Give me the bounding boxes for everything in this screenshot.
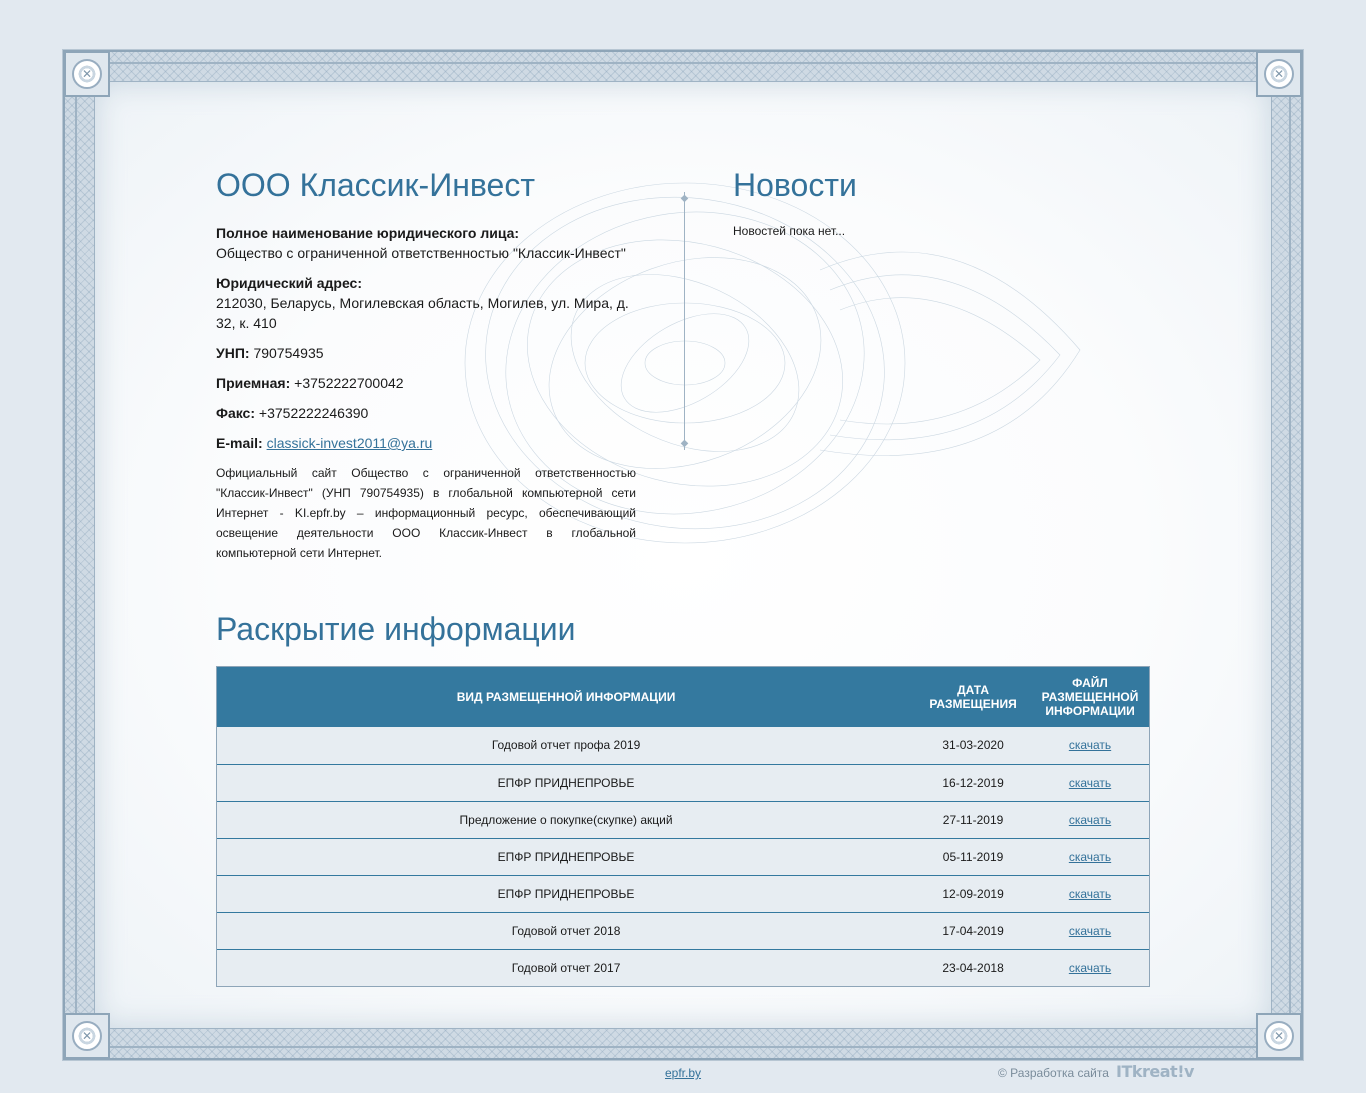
site-description: Официальный сайт Общество с ограниченной ответственностью "Классик-Инвест" (УНП 790754935) в глобальной компьютерной сети Интернет - KI.epfr.by – информационный ресурс, обеспечивающий освещение деятельности ООО Классик-Инвест в глобальной компьютерной сети Интернет. bbox=[216, 466, 636, 560]
table-header-row bbox=[217, 667, 1149, 727]
row-type: Годовой отчет 2018 bbox=[217, 912, 915, 949]
row-date: 16-12-2019 bbox=[915, 764, 1031, 801]
row-file-cell bbox=[1031, 838, 1149, 875]
row-type: Годовой отчет 2017 bbox=[217, 949, 915, 986]
header-file: ФАЙЛ РАЗМЕЩЕННОЙ ИНФОРМАЦИИ bbox=[1031, 667, 1149, 727]
row-type: ЕПФР ПРИДНЕПРОВЬЕ bbox=[217, 764, 915, 801]
email-link[interactable]: classick-invest2011@ya.ru bbox=[266, 435, 433, 451]
download-link[interactable]: скачать bbox=[1068, 812, 1112, 827]
reception-block bbox=[216, 373, 636, 393]
download-link[interactable]: скачать bbox=[1068, 960, 1112, 975]
email-label: E-mail: bbox=[216, 435, 263, 451]
row-date: 23-04-2018 bbox=[915, 949, 1031, 986]
row-type: Годовой отчет профа 2019 bbox=[217, 727, 915, 764]
fax-label: Факс: bbox=[216, 405, 256, 421]
divider-ornament-icon: ◆ bbox=[680, 193, 689, 204]
table-row bbox=[217, 801, 1149, 838]
header-type: ВИД РАЗМЕЩЕННОЙ ИНФОРМАЦИИ bbox=[217, 667, 915, 727]
corner-rosette-icon: ✕ bbox=[1256, 51, 1302, 97]
row-date: 12-09-2019 bbox=[915, 875, 1031, 912]
company-info bbox=[216, 223, 636, 573]
table-row bbox=[217, 875, 1149, 912]
download-link[interactable]: скачать bbox=[1068, 886, 1112, 901]
row-type: ЕПФР ПРИДНЕПРОВЬЕ bbox=[217, 875, 915, 912]
news-empty-text: Новостей пока нет... bbox=[733, 224, 846, 238]
full-name-block bbox=[216, 223, 636, 263]
header-date: ДАТА РАЗМЕЩЕНИЯ bbox=[915, 667, 1031, 727]
row-date: 31-03-2020 bbox=[915, 727, 1031, 764]
corner-rosette-icon: ✕ bbox=[1256, 1013, 1302, 1059]
row-date: 27-11-2019 bbox=[915, 801, 1031, 838]
row-file-cell bbox=[1031, 801, 1149, 838]
full-name-value: Общество с ограниченной ответственностью "Классик-Инвест" bbox=[216, 245, 626, 261]
table-row bbox=[217, 912, 1149, 949]
full-name-label: Полное наименование юридического лица: bbox=[216, 225, 520, 241]
address-value: 212030, Беларусь, Могилевская область, Могилев, ул. Мира, д. 32, к. 410 bbox=[216, 295, 629, 331]
reception-value: +3752222700042 bbox=[294, 375, 404, 391]
corner-rosette-icon: ✕ bbox=[64, 1013, 110, 1059]
row-type: ЕПФР ПРИДНЕПРОВЬЕ bbox=[217, 838, 915, 875]
corner-rosette-icon: ✕ bbox=[64, 51, 110, 97]
row-date: 17-04-2019 bbox=[915, 912, 1031, 949]
address-block bbox=[216, 273, 636, 333]
row-file-cell bbox=[1031, 949, 1149, 986]
row-file-cell bbox=[1031, 875, 1149, 912]
address-label: Юридический адрес: bbox=[216, 275, 362, 291]
row-file-cell bbox=[1031, 727, 1149, 764]
download-link[interactable]: скачать bbox=[1068, 738, 1112, 753]
company-title: ООО Классик-Инвест bbox=[216, 167, 535, 203]
row-date: 05-11-2019 bbox=[915, 838, 1031, 875]
table-row bbox=[217, 727, 1149, 764]
row-type: Предложение о покупке(скупке) акций bbox=[217, 801, 915, 838]
table-row bbox=[217, 838, 1149, 875]
download-link[interactable]: скачать bbox=[1068, 923, 1112, 938]
download-link[interactable]: скачать bbox=[1068, 775, 1112, 790]
disclosure-table bbox=[216, 666, 1150, 987]
unp-label: УНП: bbox=[216, 345, 250, 361]
download-link[interactable]: скачать bbox=[1068, 849, 1112, 864]
disclosure-title: Раскрытие информации bbox=[216, 611, 576, 647]
row-file-cell bbox=[1031, 764, 1149, 801]
column-divider bbox=[680, 192, 689, 450]
unp-block bbox=[216, 343, 636, 363]
fax-block bbox=[216, 403, 636, 423]
row-file-cell bbox=[1031, 912, 1149, 949]
unp-value: 790754935 bbox=[253, 345, 324, 361]
news-title: Новости bbox=[733, 167, 857, 203]
table-row bbox=[217, 764, 1149, 801]
table-row bbox=[217, 949, 1149, 986]
developer-logo[interactable]: ITkreat!v bbox=[1116, 1062, 1194, 1081]
fax-value: +3752222246390 bbox=[258, 405, 369, 421]
divider-ornament-icon: ◆ bbox=[680, 438, 689, 449]
reception-label: Приемная: bbox=[216, 375, 291, 391]
footer-site-link[interactable]: epfr.by bbox=[665, 1066, 702, 1080]
footer-dev-text: © Разработка сайта bbox=[998, 1066, 1109, 1080]
email-block bbox=[216, 433, 636, 453]
